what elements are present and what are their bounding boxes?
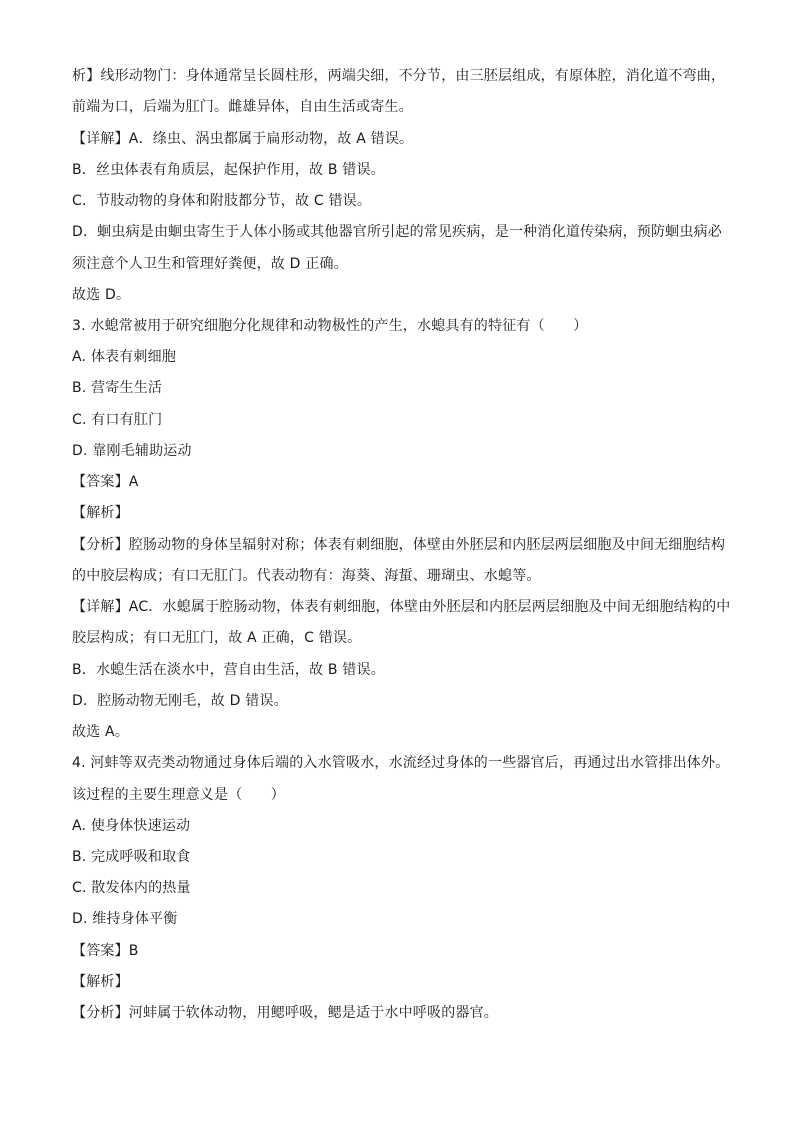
text-line: 【分析】河蚌属于软体动物，用鳃呼吸，鳃是适于水中呼吸的器官。 xyxy=(72,1005,498,1021)
text-line: B．丝虫体表有角质层，起保护作用，故 B 错误。 xyxy=(72,162,385,178)
text-line: B．水螅生活在淡水中，营自由生活，故 B 错误。 xyxy=(72,662,385,678)
option-a: A. 体表有刺细胞 xyxy=(72,349,177,365)
text-line: 前端为口，后端为肛门。雌雄异体，自由生活或寄生。 xyxy=(72,99,413,115)
option-b: B. 营寄生生活 xyxy=(72,380,163,396)
answer-line: 【答案】A xyxy=(72,474,139,490)
text-line: D．腔肠动物无刚毛，故 D 错误。 xyxy=(72,693,288,709)
question-stem: 3. 水螅常被用于研究细胞分化规律和动物极性的产生，水螅具有的特征有（ ） xyxy=(72,318,588,334)
option-d: D. 维持身体平衡 xyxy=(72,911,178,927)
option-c: C. 有口有肛门 xyxy=(72,412,163,428)
question-stem: 4. 河蚌等双壳类动物通过身体后端的入水管吸水，水流经过身体的一些器官后，再通过出水管排出体外。 xyxy=(72,755,730,771)
analysis-heading: 【解析】 xyxy=(72,974,129,990)
text-line: D．蛔虫病是由蛔虫寄生于人体小肠或其他器官所引起的常见疾病，是一种消化道传染病，预防蛔虫病必 xyxy=(72,224,722,240)
option-c: C. 散发体内的热量 xyxy=(72,880,191,896)
text-line: C．节肢动物的身体和附肢都分节，故 C 错误。 xyxy=(72,193,372,209)
text-line: 须注意个人卫生和管理好粪便，故 D 正确。 xyxy=(72,256,348,272)
option-b: B. 完成呼吸和取食 xyxy=(72,849,191,865)
answer-line: 【答案】B xyxy=(72,943,139,959)
text-line: 故选 D。 xyxy=(72,287,131,303)
text-line: 的中胶层构成；有口无肛门。代表动物有：海葵、海蜇、珊瑚虫、水螅等。 xyxy=(72,568,541,584)
text-line: 胶层构成；有口无肛门，故 A 正确，C 错误。 xyxy=(72,630,362,646)
text-line: 【详解】AC．水螅属于腔肠动物，体表有刺细胞，体壁由外胚层和内胚层两层细胞及中间无细胞结构的中 xyxy=(72,599,731,615)
option-a: A. 使身体快速运动 xyxy=(72,818,191,834)
option-d: D. 靠刚毛辅助运动 xyxy=(72,443,192,459)
text-line: 故选 A。 xyxy=(72,724,130,740)
analysis-heading: 【解析】 xyxy=(72,505,129,521)
text-line: 析】线形动物门：身体通常呈长圆柱形，两端尖细，不分节，由三胚层组成，有原体腔，消化道不弯曲， xyxy=(72,68,726,84)
question-stem: 该过程的主要生理意义是（ ） xyxy=(72,787,285,803)
text-line: 【分析】腔肠动物的身体呈辐射对称；体表有刺细胞，体壁由外胚层和内胚层两层细胞及中间无细胞结构 xyxy=(72,537,726,553)
text-line: 【详解】A．绦虫、涡虫都属于扁形动物，故 A 错误。 xyxy=(72,131,414,147)
